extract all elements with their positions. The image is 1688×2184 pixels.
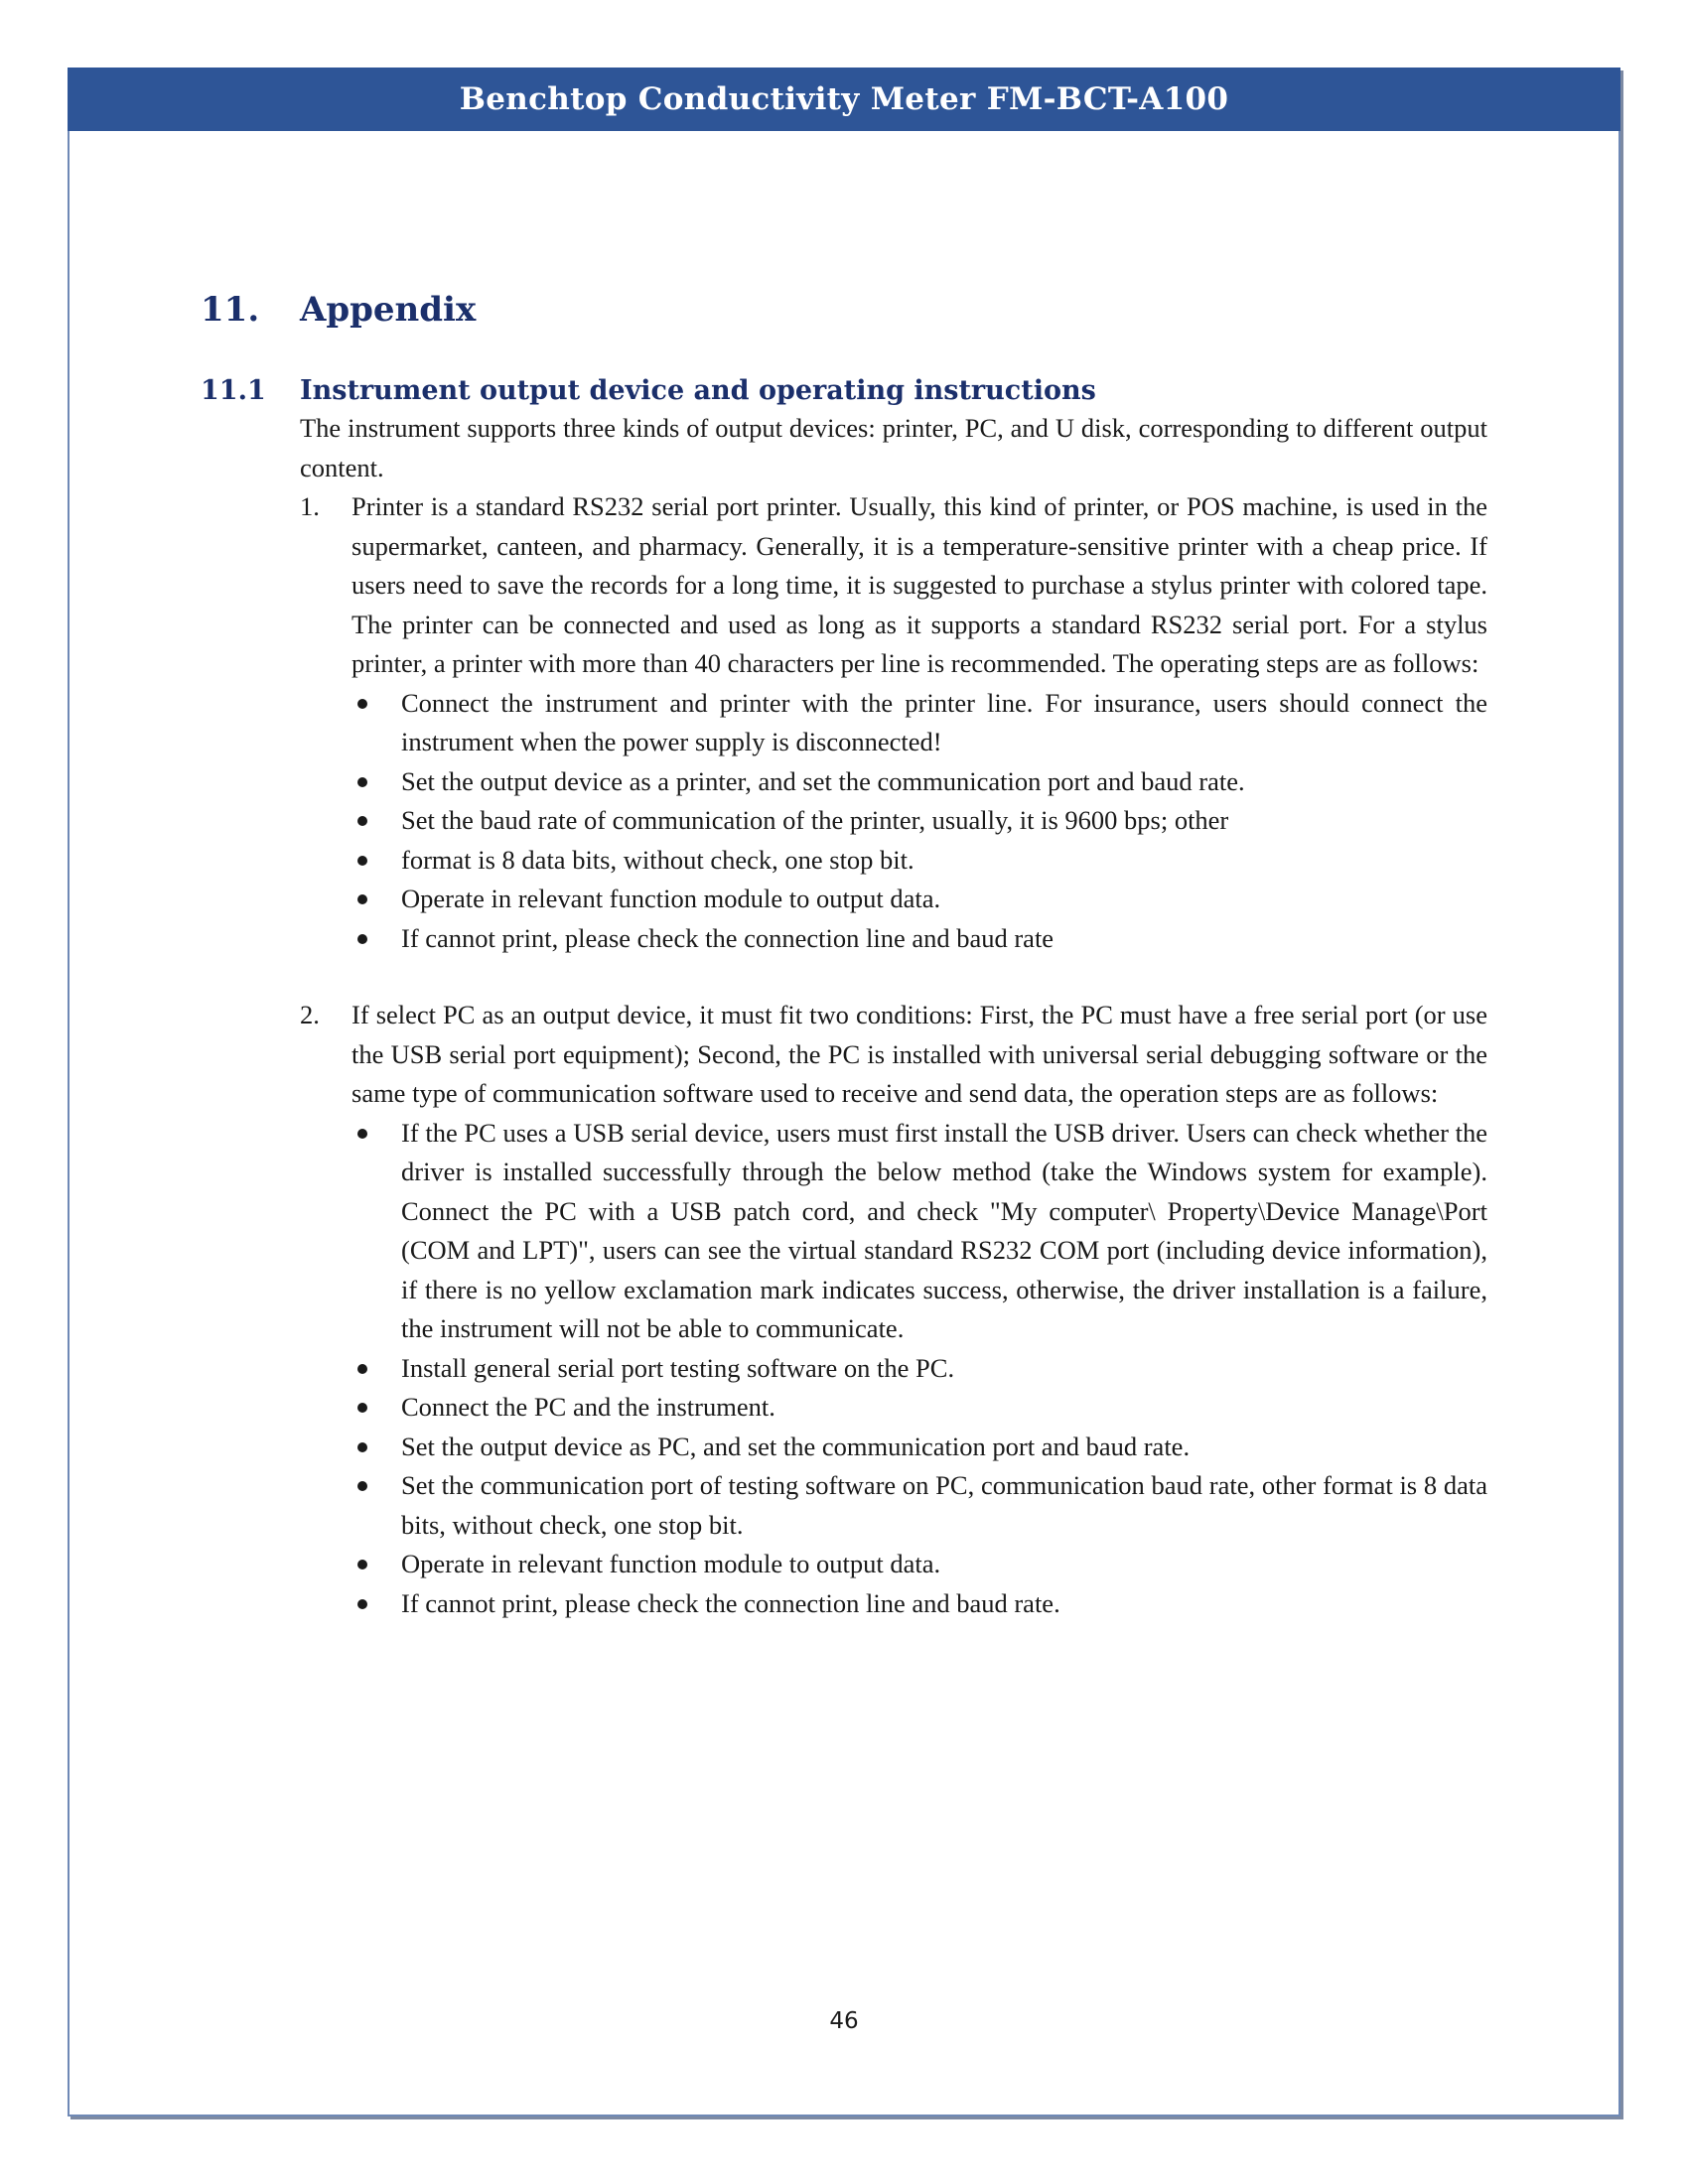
bullet-item: Operate in relevant function module to output data. [352, 1545, 1487, 1584]
bullet-list [352, 684, 1487, 959]
bullet-item: Set the baud rate of communication of the printer, usually, it is 9600 bps; other [352, 801, 1487, 841]
body-content [300, 409, 1487, 1623]
bullet-item: format is 8 data bits, without check, one stop bit. [352, 841, 1487, 881]
bullet-item: Operate in relevant function module to output data. [352, 880, 1487, 919]
item-text: If select PC as an output device, it must fit two conditions: First, the PC must have a free serial port (or use the USB serial port equipment); Second, the PC is installed with universal serial debugging software or the same type of communication software used to receive and send data, the operation steps are as follows: [352, 1000, 1487, 1108]
section-heading [201, 290, 476, 330]
bullet-item: Set the output device as PC, and set the communication port and baud rate. [352, 1428, 1487, 1467]
bullet-item: If cannot print, please check the connection line and baud rate [352, 919, 1487, 959]
item-number: 2. [300, 1000, 320, 1029]
bullet-item: Connect the instrument and printer with the printer line. For insurance, users should connect the instrument when the power supply is disconnected! [352, 684, 1487, 762]
item-number: 1. [300, 491, 320, 521]
page-number: 46 [829, 2008, 859, 2034]
subsection-title: Instrument output device and operating instructions [300, 375, 1096, 406]
list-item-printer [300, 487, 1487, 958]
subsection-heading [201, 375, 1096, 406]
document-header: Benchtop Conductivity Meter FM-BCT-A100 [68, 68, 1620, 131]
bullet-item: Install general serial port testing software on the PC. [352, 1349, 1487, 1389]
bullet-item: Set the output device as a printer, and set the communication port and baud rate. [352, 762, 1487, 802]
spacer [300, 958, 1487, 996]
intro-paragraph: The instrument supports three kinds of output devices: printer, PC, and U disk, corresponding to different output content. [300, 413, 1487, 482]
section-title: Appendix [300, 290, 477, 330]
bullet-item: If cannot print, please check the connection line and baud rate. [352, 1584, 1487, 1624]
section-number: 11. [201, 290, 260, 330]
list-item-pc [300, 996, 1487, 1623]
bullet-item: Connect the PC and the instrument. [352, 1388, 1487, 1428]
bullet-item: If the PC uses a USB serial device, users must first install the USB driver. Users can check whether the driver is installed successfully through the below method (take the Windows system for example). Connect the PC with a USB patch cord, and check "My computer\ Property\Device Manage\Port (COM and LPT)", users can see the virtual standard RS232 COM port (including device information), if there is no yellow exclamation mark indicates success, otherwise, the driver installation is a failure, the instrument will not be able to communicate. [352, 1114, 1487, 1349]
item-text: Printer is a standard RS232 serial port printer. Usually, this kind of printer, or POS machine, is used in the supermarket, canteen, and pharmacy. Generally, it is a temperature-sensitive printer with a cheap price. If users need to save the records for a long time, it is suggested to purchase a stylus printer with colored tape. The printer can be connected and used as long as it supports a standard RS232 serial port. For a stylus printer, a printer with more than 40 characters per line is recommended. The operating steps are as follows: [352, 491, 1487, 678]
subsection-number: 11.1 [201, 375, 266, 406]
bullet-list [352, 1114, 1487, 1624]
bullet-item: Set the communication port of testing software on PC, communication baud rate, other format is 8 data bits, without check, one stop bit. [352, 1466, 1487, 1545]
